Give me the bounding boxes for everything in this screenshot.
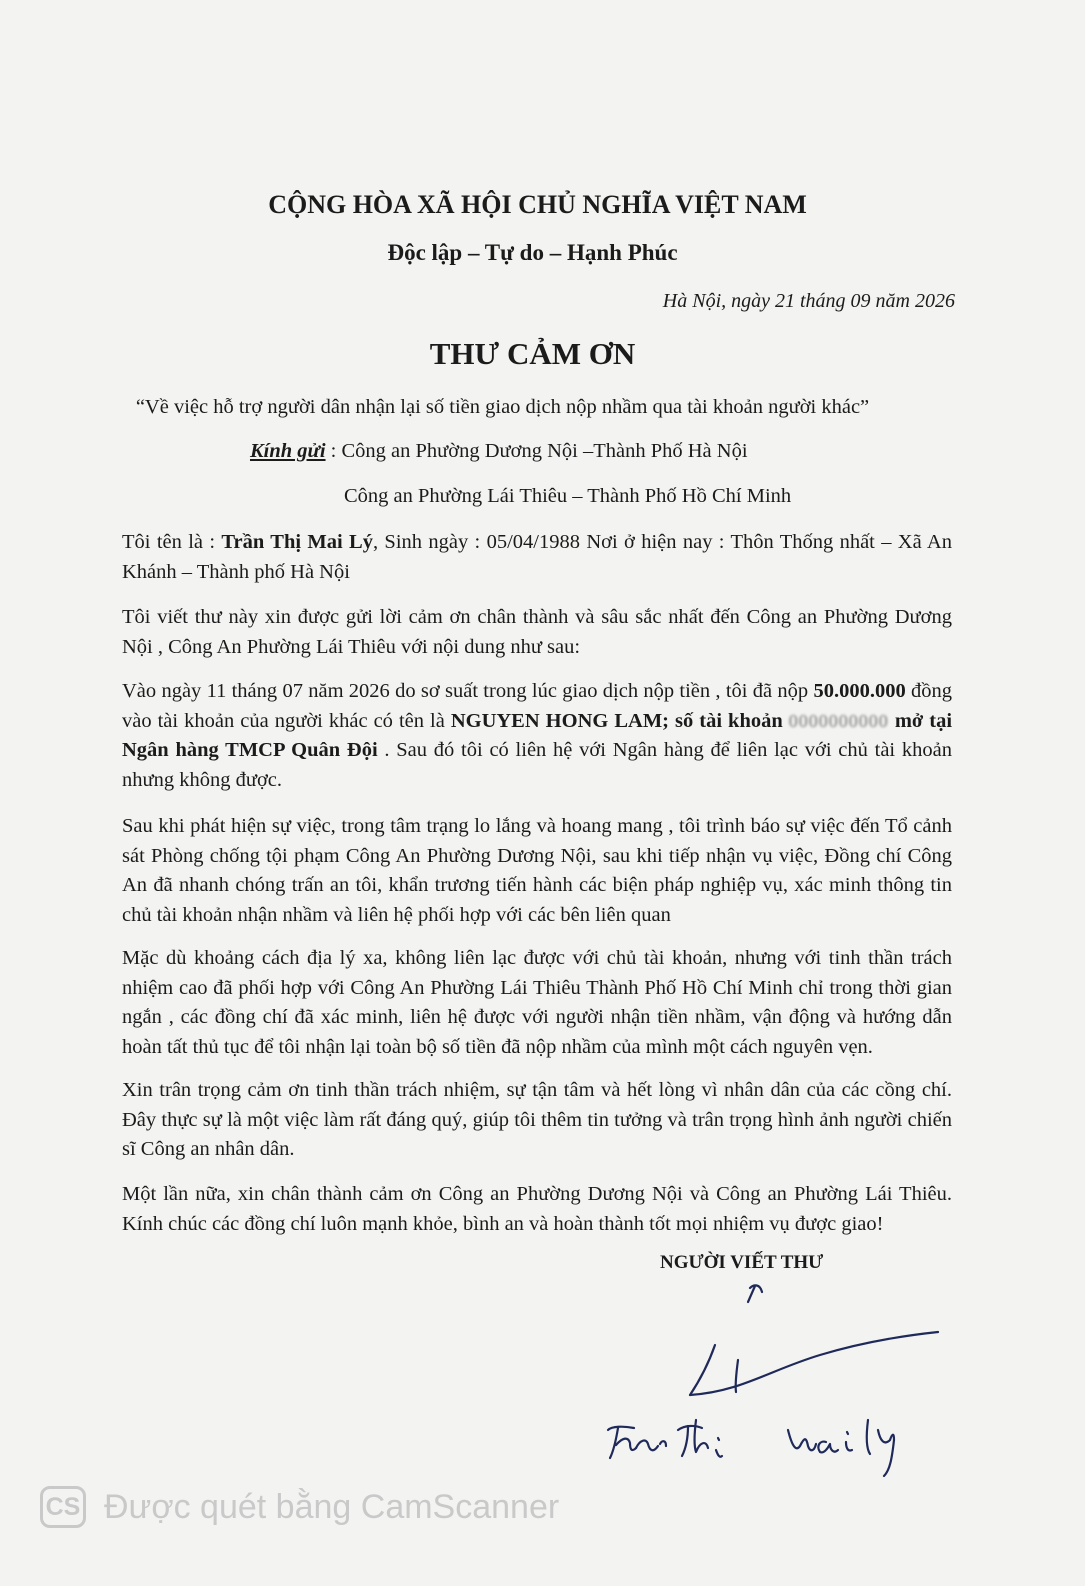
- paragraph-identity: Tôi tên là : Trần Thị Mai Lý, Sinh ngày : 05/04/1988 Nơi ở hiện nay : Thôn Thống nhất – Xã An Khánh – Thành phố Hà Nội: [122, 531, 952, 583]
- account-holder: NGUYEN HONG LAM; số tài khoản: [450, 709, 783, 732]
- paragraph-resolution: Mặc dù khoảng cách địa lý xa, không liên lạc được với chủ tài khoản, nhưng với tinh thần trách nhiệm cao đã phối hợp với Công An Phường Lái Thiêu Thành Phố Hồ Chí Minh chỉ trong thời gian ngắn , các đồng chí đã xác minh, liên hệ được với người nhận tiền nhầm, vận động và hướng dẫn hoàn tất thủ tục để tôi nhận lại toàn bộ số tiền đã nộp nhầm của mình một cách nguyên vẹn.: [122, 947, 952, 1058]
- recipient-label: Kính gửi: [250, 440, 326, 462]
- paragraph-closing: Một lần nữa, xin chân thành cảm ơn Công an Phường Dương Nội và Công an Phường Lái Thiêu. Kính chúc các đồng chí luôn mạnh khỏe, bình an và hoàn thành tốt mọi nhiệm vụ được giao!: [122, 1183, 952, 1235]
- national-motto: Độc lập – Tự do – Hạnh Phúc: [387, 240, 678, 265]
- recipient-2: Công an Phường Lái Thiêu – Thành Phố Hồ Chí Minh: [344, 485, 792, 507]
- recipient-line-1: [250, 440, 748, 463]
- national-title: CỘNG HÒA XÃ HỘI CHỦ NGHĨA VIỆT NAM: [268, 190, 807, 219]
- watermark-text: Được quét bằng CamScanner: [104, 1487, 560, 1526]
- recipient-1: : Công an Phường Dương Nội –Thành Phố Hà Nội: [325, 440, 748, 462]
- handwritten-signature: [590, 1280, 950, 1480]
- paragraph-thanks: Xin trân trọng cảm ơn tinh thần trách nhiệm, sự tận tâm và hết lòng vì nhân dân của các cồng chí. Đây thực sự là một việc làm rất đáng quý, giúp tôi thêm tin tưởng và trân trọng hình ảnh người chiến sĩ Công an nhân dân.: [122, 1079, 952, 1160]
- amount: 50.000.000: [813, 680, 906, 702]
- writer-label: NGƯỜI VIẾT THƯ: [660, 1252, 824, 1273]
- paragraph-report: Sau khi phát hiện sự việc, trong tâm trạng lo lắng và hoang mang , tôi trình báo sự việc đến Tổ cảnh sát Phòng chống tội phạm Công An Phường Dương Nội, sau khi tiếp nhận vụ việc, Đồng chí Công An đã nhanh chóng trấn an tôi, khẩn trương tiến hành các biện pháp nghiệp vụ, xác minh thông tin chủ tài khoản nhận nhầm và liên hệ phối hợp với các bên liên quan: [122, 815, 952, 926]
- place-date: Hà Nội, ngày 21 tháng 09 năm 2026: [662, 290, 955, 312]
- paragraph-incident: Vào ngày 11 tháng 07 năm 2026 do sơ suất trong lúc giao dịch nộp tiền , tôi đã nộp 50.000.000 đồng vào tài khoản của người khác có tên là NGUYEN HONG LAM; số tài khoản 0000000000 mở tại Ngân hàng TMCP Quân Đội . Sau đó tôi có liên hệ với Ngân hàng để liên lạc với chủ tài khoản nhưng không được.: [122, 680, 953, 791]
- bank-name: mở tại Ngân hàng TMCP Quân Đội: [122, 709, 953, 761]
- paragraph-intro: Tôi viết thư này xin được gửi lời cảm ơn chân thành và sâu sắc nhất đến Công an Phường Dương Nội , Công An Phường Lái Thiêu với nội dung như sau:: [122, 606, 952, 658]
- camscanner-watermark: [40, 1480, 559, 1534]
- letter-subject: “Về việc hỗ trợ người dân nhận lại số tiền giao dịch nộp nhầm qua tài khoản người khác”: [135, 396, 870, 418]
- letter-title: THƯ CẢM ƠN: [429, 336, 636, 371]
- redacted-account-number: 0000000000: [788, 710, 889, 731]
- writer-name: Trần Thị Mai Lý: [221, 531, 373, 553]
- camscanner-logo-icon: CS: [40, 1486, 86, 1528]
